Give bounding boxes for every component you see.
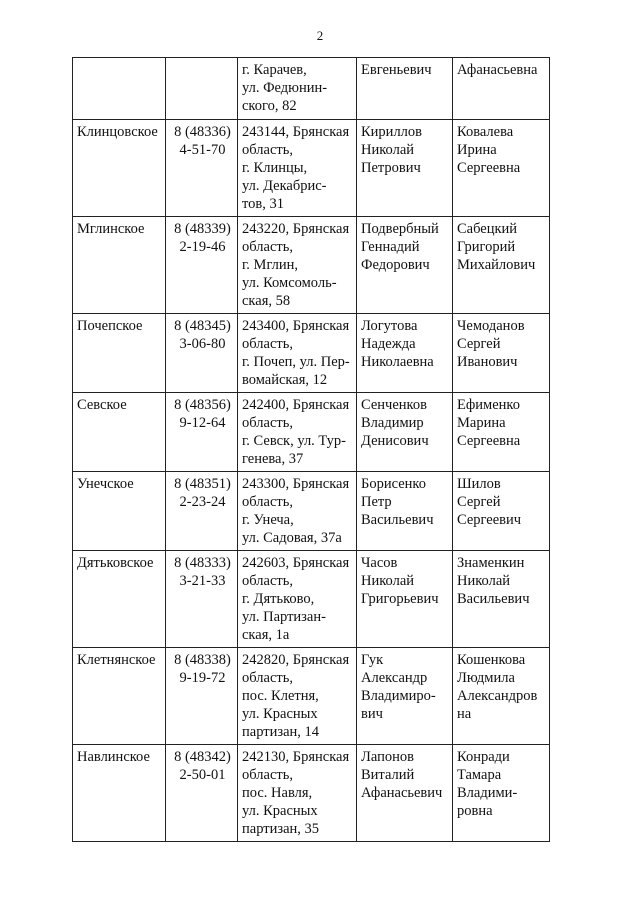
table-row [73, 393, 550, 472]
secretary-line: Сергей [457, 494, 501, 510]
chair-line: Николаевна [361, 354, 434, 370]
phone-line: 4-51-70 [179, 142, 226, 158]
table-row [73, 217, 550, 314]
address-line: ул. Красных [242, 803, 318, 819]
secretary-line: Ирина [457, 142, 497, 158]
district-cell: Унечское [73, 472, 166, 551]
secretary-line: Александров [457, 688, 538, 704]
address-line: г. Карачев, [242, 62, 307, 78]
secretary-cell [453, 58, 550, 120]
phone-cell [166, 551, 238, 648]
phone-line: 9-19-72 [179, 670, 226, 686]
table-row [73, 551, 550, 648]
chair-line: вич [361, 706, 383, 722]
chair-line: Владимиро- [361, 688, 436, 704]
phone-line: 2-19-46 [179, 239, 226, 255]
phone-cell [166, 472, 238, 551]
district-cell: Клинцовское [73, 120, 166, 217]
phone-line: 2-23-24 [179, 494, 226, 510]
district-cell: Почепское [73, 314, 166, 393]
chair-line: Логутова [361, 318, 418, 334]
secretary-line: Сабецкий [457, 221, 518, 237]
secretary-line: ровна [457, 803, 493, 819]
chair-line: Григорьевич [361, 591, 439, 607]
secretary-line: Ефименко [457, 397, 520, 413]
phone-cell [166, 120, 238, 217]
address-line: ского, 82 [242, 98, 297, 114]
address-cell [238, 314, 357, 393]
address-line: область, [242, 494, 293, 510]
secretary-cell [453, 551, 550, 648]
address-line: 242400, Брянская [242, 397, 350, 413]
district-cell: Мглинское [73, 217, 166, 314]
chair-line: Николай [361, 142, 415, 158]
chair-line: Афанасьевич [361, 785, 443, 801]
secretary-line: Людмила [457, 670, 515, 686]
chair-cell [357, 648, 453, 745]
secretary-cell [453, 217, 550, 314]
phone-line: 9-12-64 [179, 415, 226, 431]
secretary-line: Конради [457, 749, 510, 765]
address-line: г. Дятьково, [242, 591, 315, 607]
secretary-cell [453, 648, 550, 745]
address-line: тов, 31 [242, 196, 284, 212]
address-line: ул. Партизан- [242, 609, 326, 625]
secretary-line: Сергей [457, 336, 501, 352]
chair-line: Подвербный [361, 221, 439, 237]
table-row [73, 58, 550, 120]
district-cell: Клетнянское [73, 648, 166, 745]
chair-line: Геннадий [361, 239, 420, 255]
secretary-line: Марина [457, 415, 506, 431]
secretary-line: Чемоданов [457, 318, 525, 334]
address-line: область, [242, 239, 293, 255]
address-line: область, [242, 670, 293, 686]
address-line: 243144, Брянская [242, 124, 350, 140]
address-line: 243400, Брянская [242, 318, 350, 334]
phone-line: 8 (48342) [174, 749, 231, 765]
address-line: г. Севск, ул. Тур- [242, 433, 346, 449]
address-line: ская, 1а [242, 627, 290, 643]
chair-cell [357, 58, 453, 120]
secretary-line: Григорий [457, 239, 516, 255]
table-row [73, 314, 550, 393]
table-body [73, 58, 550, 842]
address-line: 243300, Брянская [242, 476, 350, 492]
chair-line: Петрович [361, 160, 421, 176]
address-cell [238, 120, 357, 217]
address-line: партизан, 35 [242, 821, 320, 837]
secretary-line: Сергеевна [457, 433, 521, 449]
address-line: область, [242, 415, 293, 431]
chair-line: Борисенко [361, 476, 426, 492]
district-cell: Севское [73, 393, 166, 472]
chair-line: Виталий [361, 767, 415, 783]
address-line: 242820, Брянская [242, 652, 350, 668]
table-row [73, 745, 550, 842]
table-row [73, 120, 550, 217]
address-line: вомайская, 12 [242, 372, 328, 388]
chair-line: Петр [361, 494, 392, 510]
phone-cell [166, 58, 238, 120]
secretary-line: Владими- [457, 785, 518, 801]
chair-cell [357, 217, 453, 314]
secretary-line: Иванович [457, 354, 518, 370]
address-line: партизан, 14 [242, 724, 320, 740]
address-line: 242130, Брянская [242, 749, 350, 765]
phone-line: 8 (48356) [174, 397, 231, 413]
secretary-line: Васильевич [457, 591, 530, 607]
commission-table [72, 57, 550, 842]
chair-line: Лапонов [361, 749, 414, 765]
address-line: г. Почеп, ул. Пер- [242, 354, 350, 370]
address-cell [238, 472, 357, 551]
chair-cell [357, 472, 453, 551]
secretary-line: Сергеевич [457, 512, 522, 528]
table-row [73, 472, 550, 551]
secretary-line: Ковалева [457, 124, 514, 140]
address-line: г. Унеча, [242, 512, 294, 528]
chair-line: Федорович [361, 257, 430, 273]
secretary-line: Тамара [457, 767, 502, 783]
address-line: ул. Садовая, 37а [242, 530, 342, 546]
phone-cell [166, 217, 238, 314]
address-cell [238, 745, 357, 842]
chair-line: Часов [361, 555, 398, 571]
chair-line: Денисович [361, 433, 429, 449]
address-line: г. Клинцы, [242, 160, 308, 176]
chair-line: Александр [361, 670, 428, 686]
address-line: пос. Навля, [242, 785, 313, 801]
phone-line: 8 (48351) [174, 476, 231, 492]
phone-line: 8 (48336) [174, 124, 231, 140]
district-cell: Дятьковское [73, 551, 166, 648]
address-line: пос. Клетня, [242, 688, 319, 704]
phone-cell [166, 393, 238, 472]
district-cell [73, 58, 166, 120]
chair-line: Надежда [361, 336, 416, 352]
chair-cell [357, 120, 453, 217]
chair-cell [357, 551, 453, 648]
phone-line: 8 (48338) [174, 652, 231, 668]
address-line: область, [242, 573, 293, 589]
secretary-cell [453, 472, 550, 551]
chair-line: Николай [361, 573, 415, 589]
page-number: 2 [316, 28, 324, 43]
phone-cell [166, 648, 238, 745]
phone-line: 3-21-33 [179, 573, 226, 589]
address-cell [238, 648, 357, 745]
address-line: область, [242, 767, 293, 783]
chair-line: Гук [361, 652, 384, 668]
address-line: ул. Красных [242, 706, 318, 722]
chair-line: Сенченков [361, 397, 427, 413]
chair-cell [357, 314, 453, 393]
secretary-line: на [457, 706, 472, 722]
secretary-line: Знаменкин [457, 555, 525, 571]
address-line: 242603, Брянская [242, 555, 350, 571]
table-row [73, 648, 550, 745]
secretary-line: Афанасьевна [457, 62, 538, 78]
phone-line: 8 (48333) [174, 555, 231, 571]
chair-cell [357, 393, 453, 472]
chair-line: Кириллов [361, 124, 423, 140]
address-line: 243220, Брянская [242, 221, 350, 237]
address-line: г. Мглин, [242, 257, 299, 273]
phone-line: 2-50-01 [179, 767, 226, 783]
address-line: область, [242, 142, 293, 158]
phone-line: 3-06-80 [179, 336, 226, 352]
phone-cell [166, 314, 238, 393]
address-line: ул. Федюнин- [242, 80, 328, 96]
chair-cell [357, 745, 453, 842]
address-line: область, [242, 336, 293, 352]
address-cell [238, 217, 357, 314]
chair-line: Евгеньевич [361, 62, 432, 78]
address-line: ул. Декабрис- [242, 178, 327, 194]
secretary-line: Шилов [457, 476, 501, 492]
phone-cell [166, 745, 238, 842]
secretary-line: Кошенкова [457, 652, 526, 668]
chair-line: Владимир [361, 415, 424, 431]
secretary-cell [453, 314, 550, 393]
secretary-line: Сергеевна [457, 160, 521, 176]
phone-line: 8 (48345) [174, 318, 231, 334]
address-line: генева, 37 [242, 451, 304, 467]
phone-line: 8 (48339) [174, 221, 231, 237]
address-cell [238, 393, 357, 472]
secretary-cell [453, 393, 550, 472]
chair-line: Васильевич [361, 512, 434, 528]
district-cell: Навлинское [73, 745, 166, 842]
address-line: ул. Комсомоль- [242, 275, 337, 291]
address-cell [238, 551, 357, 648]
address-cell [238, 58, 357, 120]
secretary-line: Михайлович [457, 257, 536, 273]
secretary-cell [453, 120, 550, 217]
secretary-line: Николай [457, 573, 511, 589]
address-line: ская, 58 [242, 293, 291, 309]
secretary-cell [453, 745, 550, 842]
